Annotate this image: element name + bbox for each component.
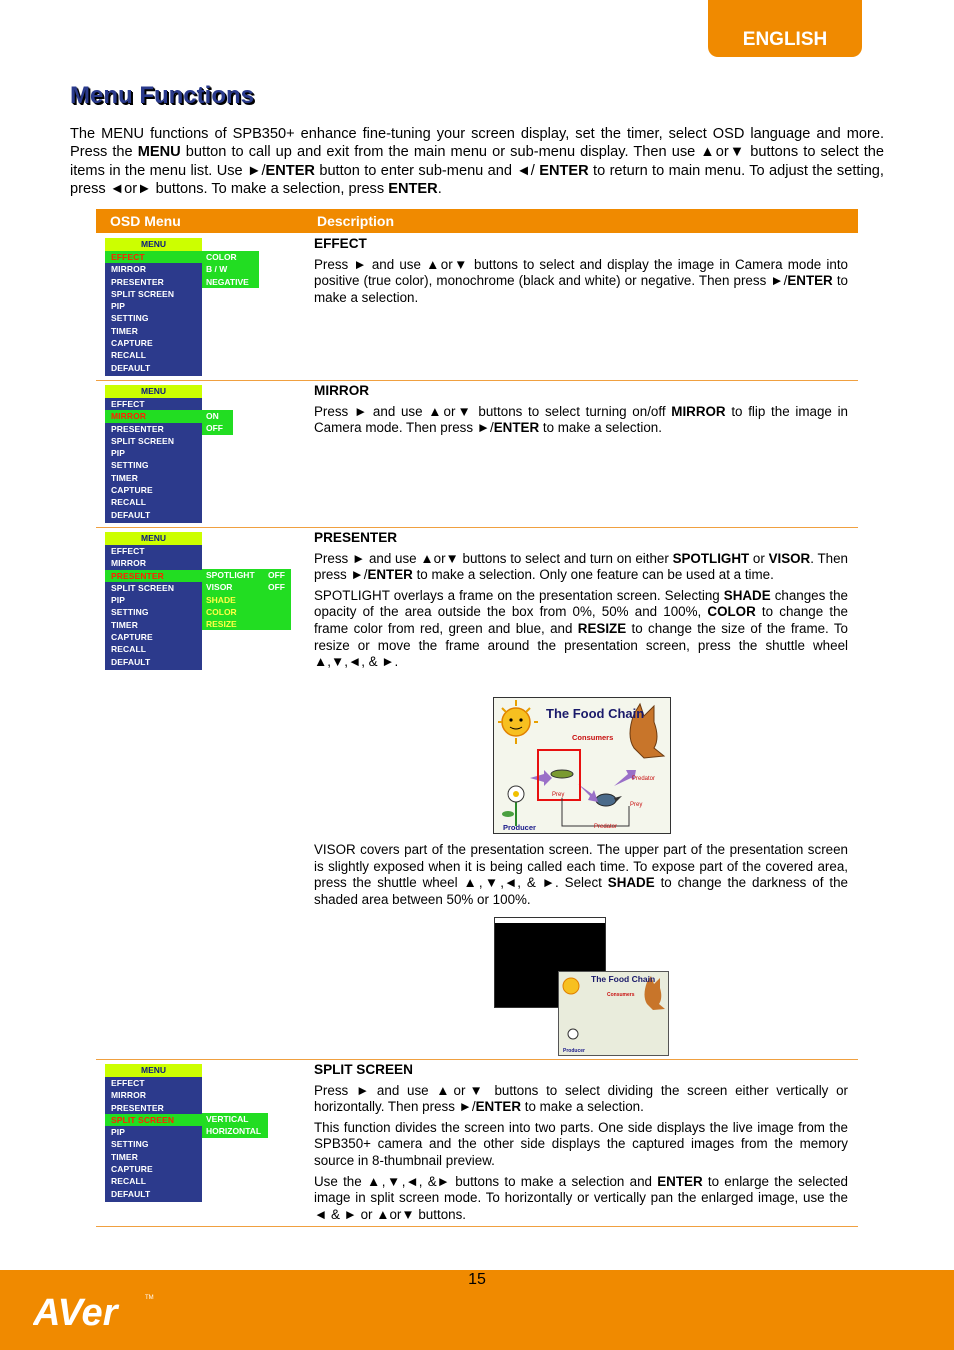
submenu-vertical: VERTICAL [206, 1114, 249, 1124]
osd-menu [105, 234, 202, 376]
menu-item-default: DEFAULT [111, 1188, 151, 1199]
menu-item-split-screen: SPLIT SCREEN [111, 288, 175, 299]
menu-item-setting: SETTING [111, 460, 149, 471]
predator-label-2: Predator [594, 824, 618, 830]
menu-item-recall: RECALL [111, 644, 147, 655]
menu-item-split-screen: SPLIT SCREEN [111, 582, 175, 593]
menu-item-capture: CAPTURE [111, 485, 153, 496]
osd-menu-header: MENU [105, 238, 202, 251]
thumbnail-producer: Producer [563, 1048, 585, 1054]
osd-menu [105, 381, 202, 523]
visor-description [314, 842, 848, 912]
food-chain-illustration [494, 698, 670, 833]
osd-menu-list [105, 545, 202, 670]
menu-item-timer: TIMER [111, 619, 138, 630]
osd-menu-list [105, 1077, 202, 1202]
split-text-1: Press ► and use ▲or▼ buttons to select dividing the screen either vertically or horizontally. Then press ►/ENTER to make a selection. [314, 1082, 848, 1115]
submenu-on: ON [206, 411, 219, 421]
split-submenu [202, 1113, 268, 1138]
visor-text: VISOR covers part of the presentation screen. The upper part of the presentation screen is slightly exposed when it is being called each time. To expose part of the covered area, press the shuttle wheel ▲,▼,◄, & ►. Select SHADE to change the darkness of the shaded area between 50% or 100%. [314, 842, 848, 907]
submenu-color: COLOR [206, 606, 237, 617]
row-presenter [96, 528, 858, 1060]
svg-text:AVer: AVer [33, 1292, 118, 1333]
presenter-heading: PRESENTER [314, 530, 398, 545]
menu-item-recall: RECALL [111, 1176, 147, 1187]
menu-item-recall: RECALL [111, 350, 147, 361]
menu-item-timer: TIMER [111, 472, 138, 483]
presenter-description [314, 528, 848, 675]
mirror-submenu [202, 410, 233, 435]
row-split-screen [96, 1060, 858, 1227]
split-text-3: Use the ▲,▼,◄, &► buttons to make a selection and ENTER to enlarge the selected image in split screen mode. To horizontally or vertically pan the enlarged image, use the ◄ & ► or ▲or▼ buttons. [314, 1173, 848, 1222]
submenu-horizontal: HORIZONTAL [206, 1126, 262, 1137]
split-heading: SPLIT SCREEN [314, 1062, 413, 1077]
col-osd-menu: OSD Menu [110, 213, 181, 229]
menu-item-mirror: MIRROR [111, 558, 147, 569]
thumbnail-title: The Food Chain [591, 974, 656, 984]
mirror-heading: MIRROR [314, 383, 370, 398]
mirror-text: Press ► and use ▲or▼ buttons to select turning on/off MIRROR to flip the image in Camera mode. Then press ►/ENTER to make a selection. [314, 403, 848, 436]
menu-item-pip: PIP [111, 595, 126, 606]
language-tab: ENGLISH [708, 0, 862, 57]
split-description [314, 1060, 848, 1227]
table-header [96, 209, 858, 233]
spotlight-figure [493, 697, 671, 834]
menu-item-mirror: MIRROR [105, 410, 202, 422]
menu-item-default: DEFAULT [111, 362, 151, 373]
presenter-text-1: Press ► and use ▲or▼ buttons to select and turn on either SPOTLIGHT or VISOR. Then press ►/ENTER to make a selection. Only one feature can be used at a time. [314, 550, 848, 583]
food-chain-title: The Food Chain [546, 706, 645, 721]
flower-icon [502, 786, 524, 826]
submenu-shade: SHADE [206, 594, 236, 605]
menu-item-capture: CAPTURE [111, 1164, 153, 1175]
effect-submenu [202, 251, 259, 288]
prey-label: Prey [552, 792, 565, 798]
menu-item-setting: SETTING [111, 607, 149, 618]
osd-menu [105, 528, 202, 670]
producer-label: Producer [503, 823, 536, 832]
osd-menu [105, 1060, 202, 1202]
menu-item-presenter: PRESENTER [111, 276, 164, 287]
grasshopper-icon [551, 770, 573, 778]
menu-item-effect: EFFECT [111, 1078, 145, 1088]
menu-item-pip: PIP [111, 301, 126, 312]
flower-icon [568, 1029, 578, 1039]
submenu-color: COLOR [206, 252, 237, 262]
prey-label-2: Prey [630, 802, 643, 808]
consumers-label: Consumers [572, 733, 614, 742]
submenu-resize: RESIZE [206, 619, 237, 630]
predator-label: Predator [632, 776, 656, 782]
intro-paragraph: The MENU functions of SPB350+ enhance fine-tuning your screen display, set the timer, select OSD language and more. Press the MENU button to call up and exit from the main menu or sub-menu display. Then use ▲or▼ buttons to select the items in the menu list. Use ►/ENTER button to enter sub-menu and ◄/ ENTER to return to main menu. To adjust the setting, press ◄or► buttons. To make a selection, press ENTER. [70, 126, 884, 197]
menu-item-effect: EFFECT [105, 251, 202, 263]
menu-item-recall: RECALL [111, 497, 147, 508]
sun-icon [498, 700, 538, 744]
osd-menu-header: MENU [105, 532, 202, 545]
menu-item-pip: PIP [111, 448, 126, 459]
menu-item-effect: EFFECT [111, 399, 145, 409]
menu-item-mirror: MIRROR [111, 264, 147, 275]
menu-item-default: DEFAULT [111, 656, 151, 667]
menu-item-pip: PIP [111, 1127, 126, 1138]
bird-icon [596, 794, 622, 806]
effect-text: Press ► and use ▲or▼ buttons to select and display the image in Camera mode into positive (true color), monochrome (black and white) or negative. Then press ►/ENTER to make a selection. [314, 256, 848, 305]
visor-thumbnail [558, 971, 669, 1056]
page-number: 15 [468, 1271, 486, 1288]
menu-item-presenter: PRESENTER [105, 570, 202, 582]
row-mirror [96, 381, 858, 528]
effect-description [314, 234, 848, 310]
menu-item-split-screen: SPLIT SCREEN [105, 1114, 202, 1126]
menu-item-setting: SETTING [111, 1139, 149, 1150]
row-effect [96, 234, 858, 381]
mirror-description [314, 381, 848, 441]
menu-item-timer: TIMER [111, 325, 138, 336]
osd-menu-header: MENU [105, 1064, 202, 1077]
osd-menu-header: MENU [105, 385, 202, 398]
osd-menu-list [105, 251, 202, 376]
menu-item-capture: CAPTURE [111, 632, 153, 643]
col-description: Description [317, 213, 395, 229]
menu-item-setting: SETTING [111, 313, 149, 324]
submenu-visor: VISOR OFF [206, 582, 285, 593]
sun-icon [563, 978, 579, 994]
effect-heading: EFFECT [314, 236, 367, 251]
menu-item-capture: CAPTURE [111, 338, 153, 349]
menu-item-presenter: PRESENTER [111, 423, 164, 434]
submenu-off: OFF [206, 423, 223, 434]
thumbnail-consumers: Consumers [607, 992, 635, 998]
split-text-2: This function divides the screen into two parts. One side displays the live image from the SPB350+ camera and the other side displays the captured images from the memory source in 8-thumbnail preview. [314, 1119, 848, 1168]
submenu-negative: NEGATIVE [206, 276, 249, 287]
presenter-text-2: SPOTLIGHT overlays a frame on the presentation screen. Selecting SHADE changes the opacity of the area outside the box from 0%, 50% and 100%, COLOR to change the frame color from red, green and blue, and RESIZE to change the size of the frame. To resize or move the frame around the presentation screen, press the shuttle wheel ▲,▼,◄, & ►. [314, 587, 849, 670]
aver-logo-icon [33, 1285, 163, 1333]
menu-item-timer: TIMER [111, 1151, 138, 1162]
submenu-bw: B / W [206, 264, 228, 275]
menu-item-split-screen: SPLIT SCREEN [111, 435, 175, 446]
menu-item-mirror: MIRROR [111, 1090, 147, 1101]
presenter-submenu [202, 569, 291, 630]
menu-item-presenter: PRESENTER [111, 1102, 164, 1113]
menu-item-default: DEFAULT [111, 509, 151, 520]
osd-menu-list [105, 398, 202, 523]
food-chain-thumbnail [559, 972, 668, 1055]
svg-text:TM: TM [145, 1295, 154, 1301]
menu-item-effect: EFFECT [111, 546, 145, 556]
aver-logo [33, 1285, 163, 1338]
submenu-spotlight: SPOTLIGHT OFF [206, 570, 285, 580]
page-title: Menu Functions [70, 82, 254, 109]
